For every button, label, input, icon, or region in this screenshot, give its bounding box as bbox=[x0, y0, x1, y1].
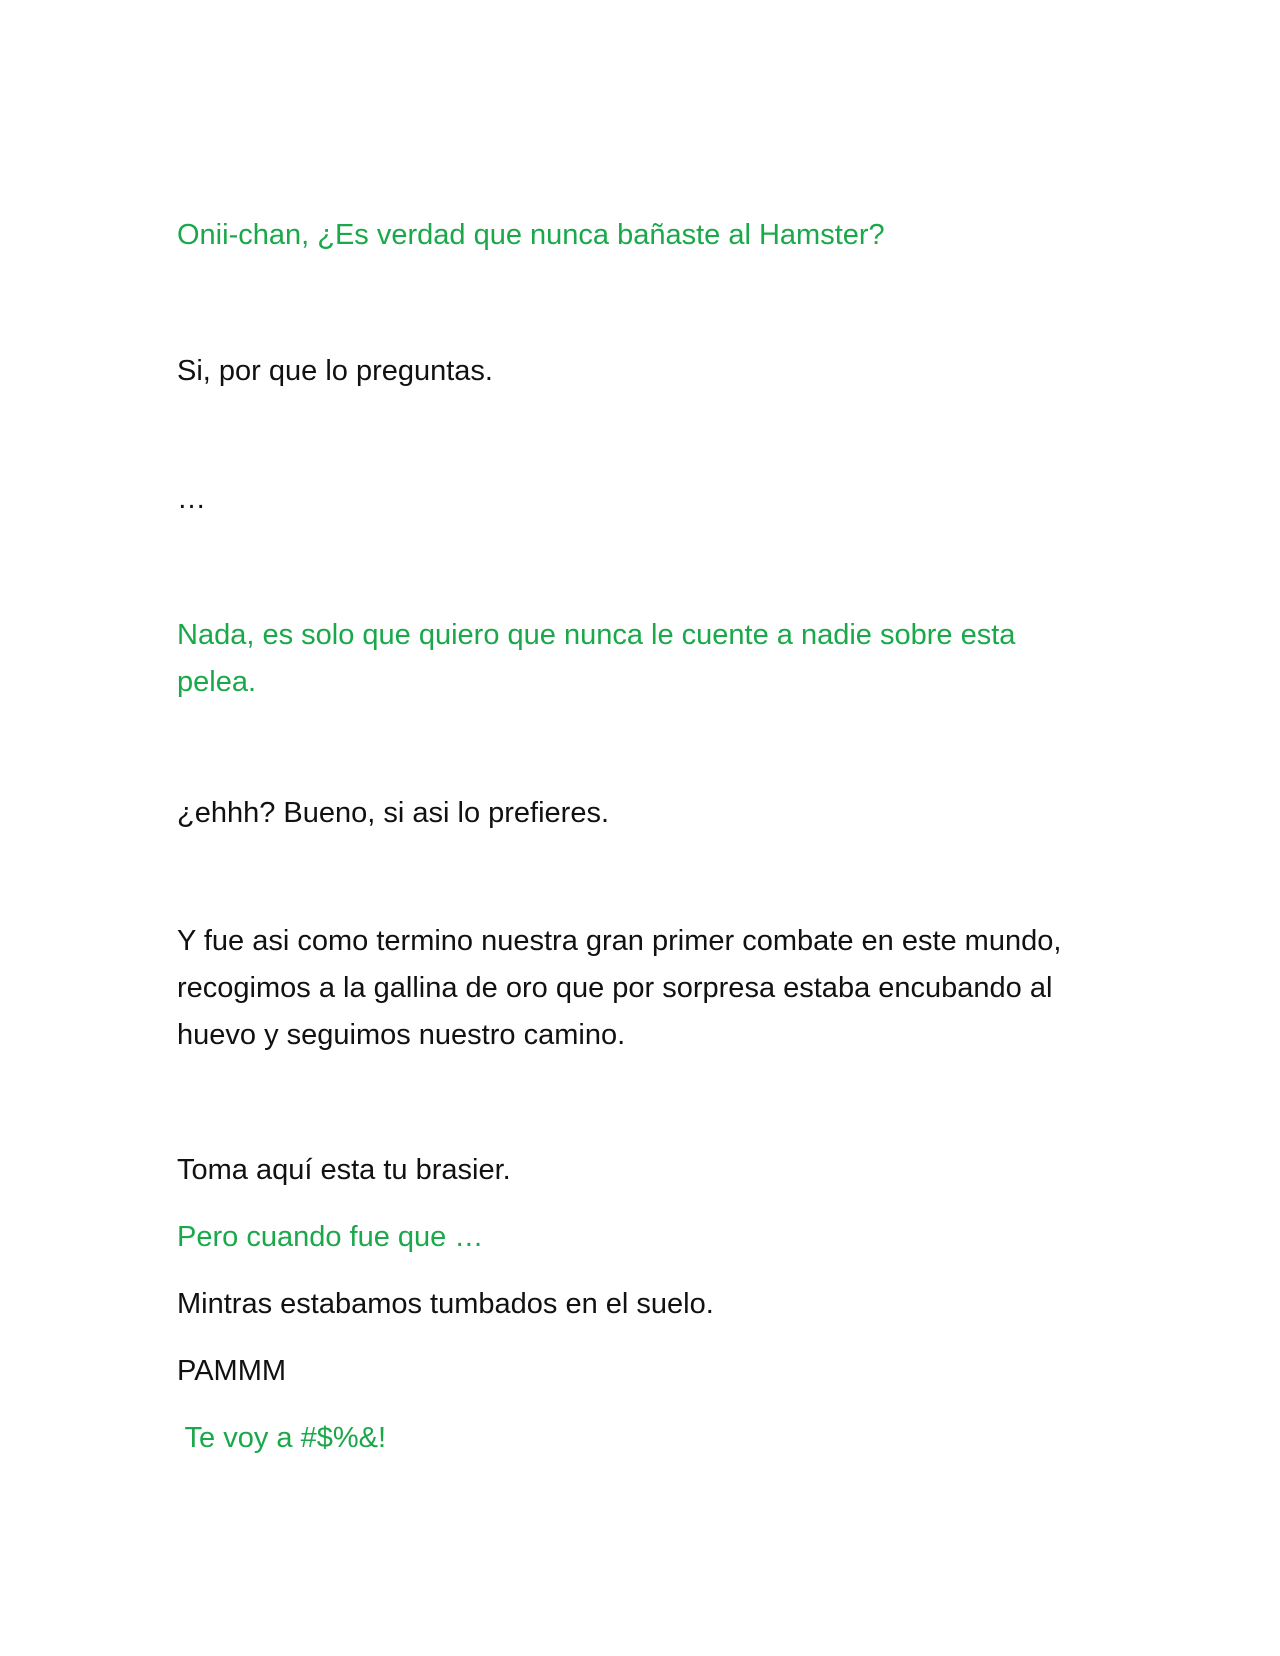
dialogue-line-5: Toma aquí esta tu brasier. bbox=[177, 1154, 511, 1186]
dialogue-line-7: Te voy a #$%&! bbox=[177, 1422, 387, 1454]
narration-paragraph: Y fue asi como termino nuestra gran primer combate en este mundo, recogimos a la gallina de oro que por sorpresa estaba encubando al huevo y seguimos nuestro camino. bbox=[177, 925, 1062, 1051]
sound-effect-line: PAMMM bbox=[177, 1355, 287, 1387]
dialogue-line-2: Si, por que lo preguntas. bbox=[177, 355, 493, 387]
dialogue-line-1: Onii-chan, ¿Es verdad que nunca bañaste al Hamster? bbox=[177, 219, 885, 251]
dialogue-line-6: Pero cuando fue que … bbox=[177, 1221, 484, 1253]
dialogue-line-4: ¿ehhh? Bueno, si asi lo prefieres. bbox=[177, 797, 610, 829]
dialogue-line-3: Nada, es solo que quiero que nunca le cuente a nadie sobre esta pelea. bbox=[177, 619, 1016, 698]
ellipsis-line: … bbox=[177, 483, 206, 515]
narration-line: Mintras estabamos tumbados en el suelo. bbox=[177, 1288, 714, 1320]
